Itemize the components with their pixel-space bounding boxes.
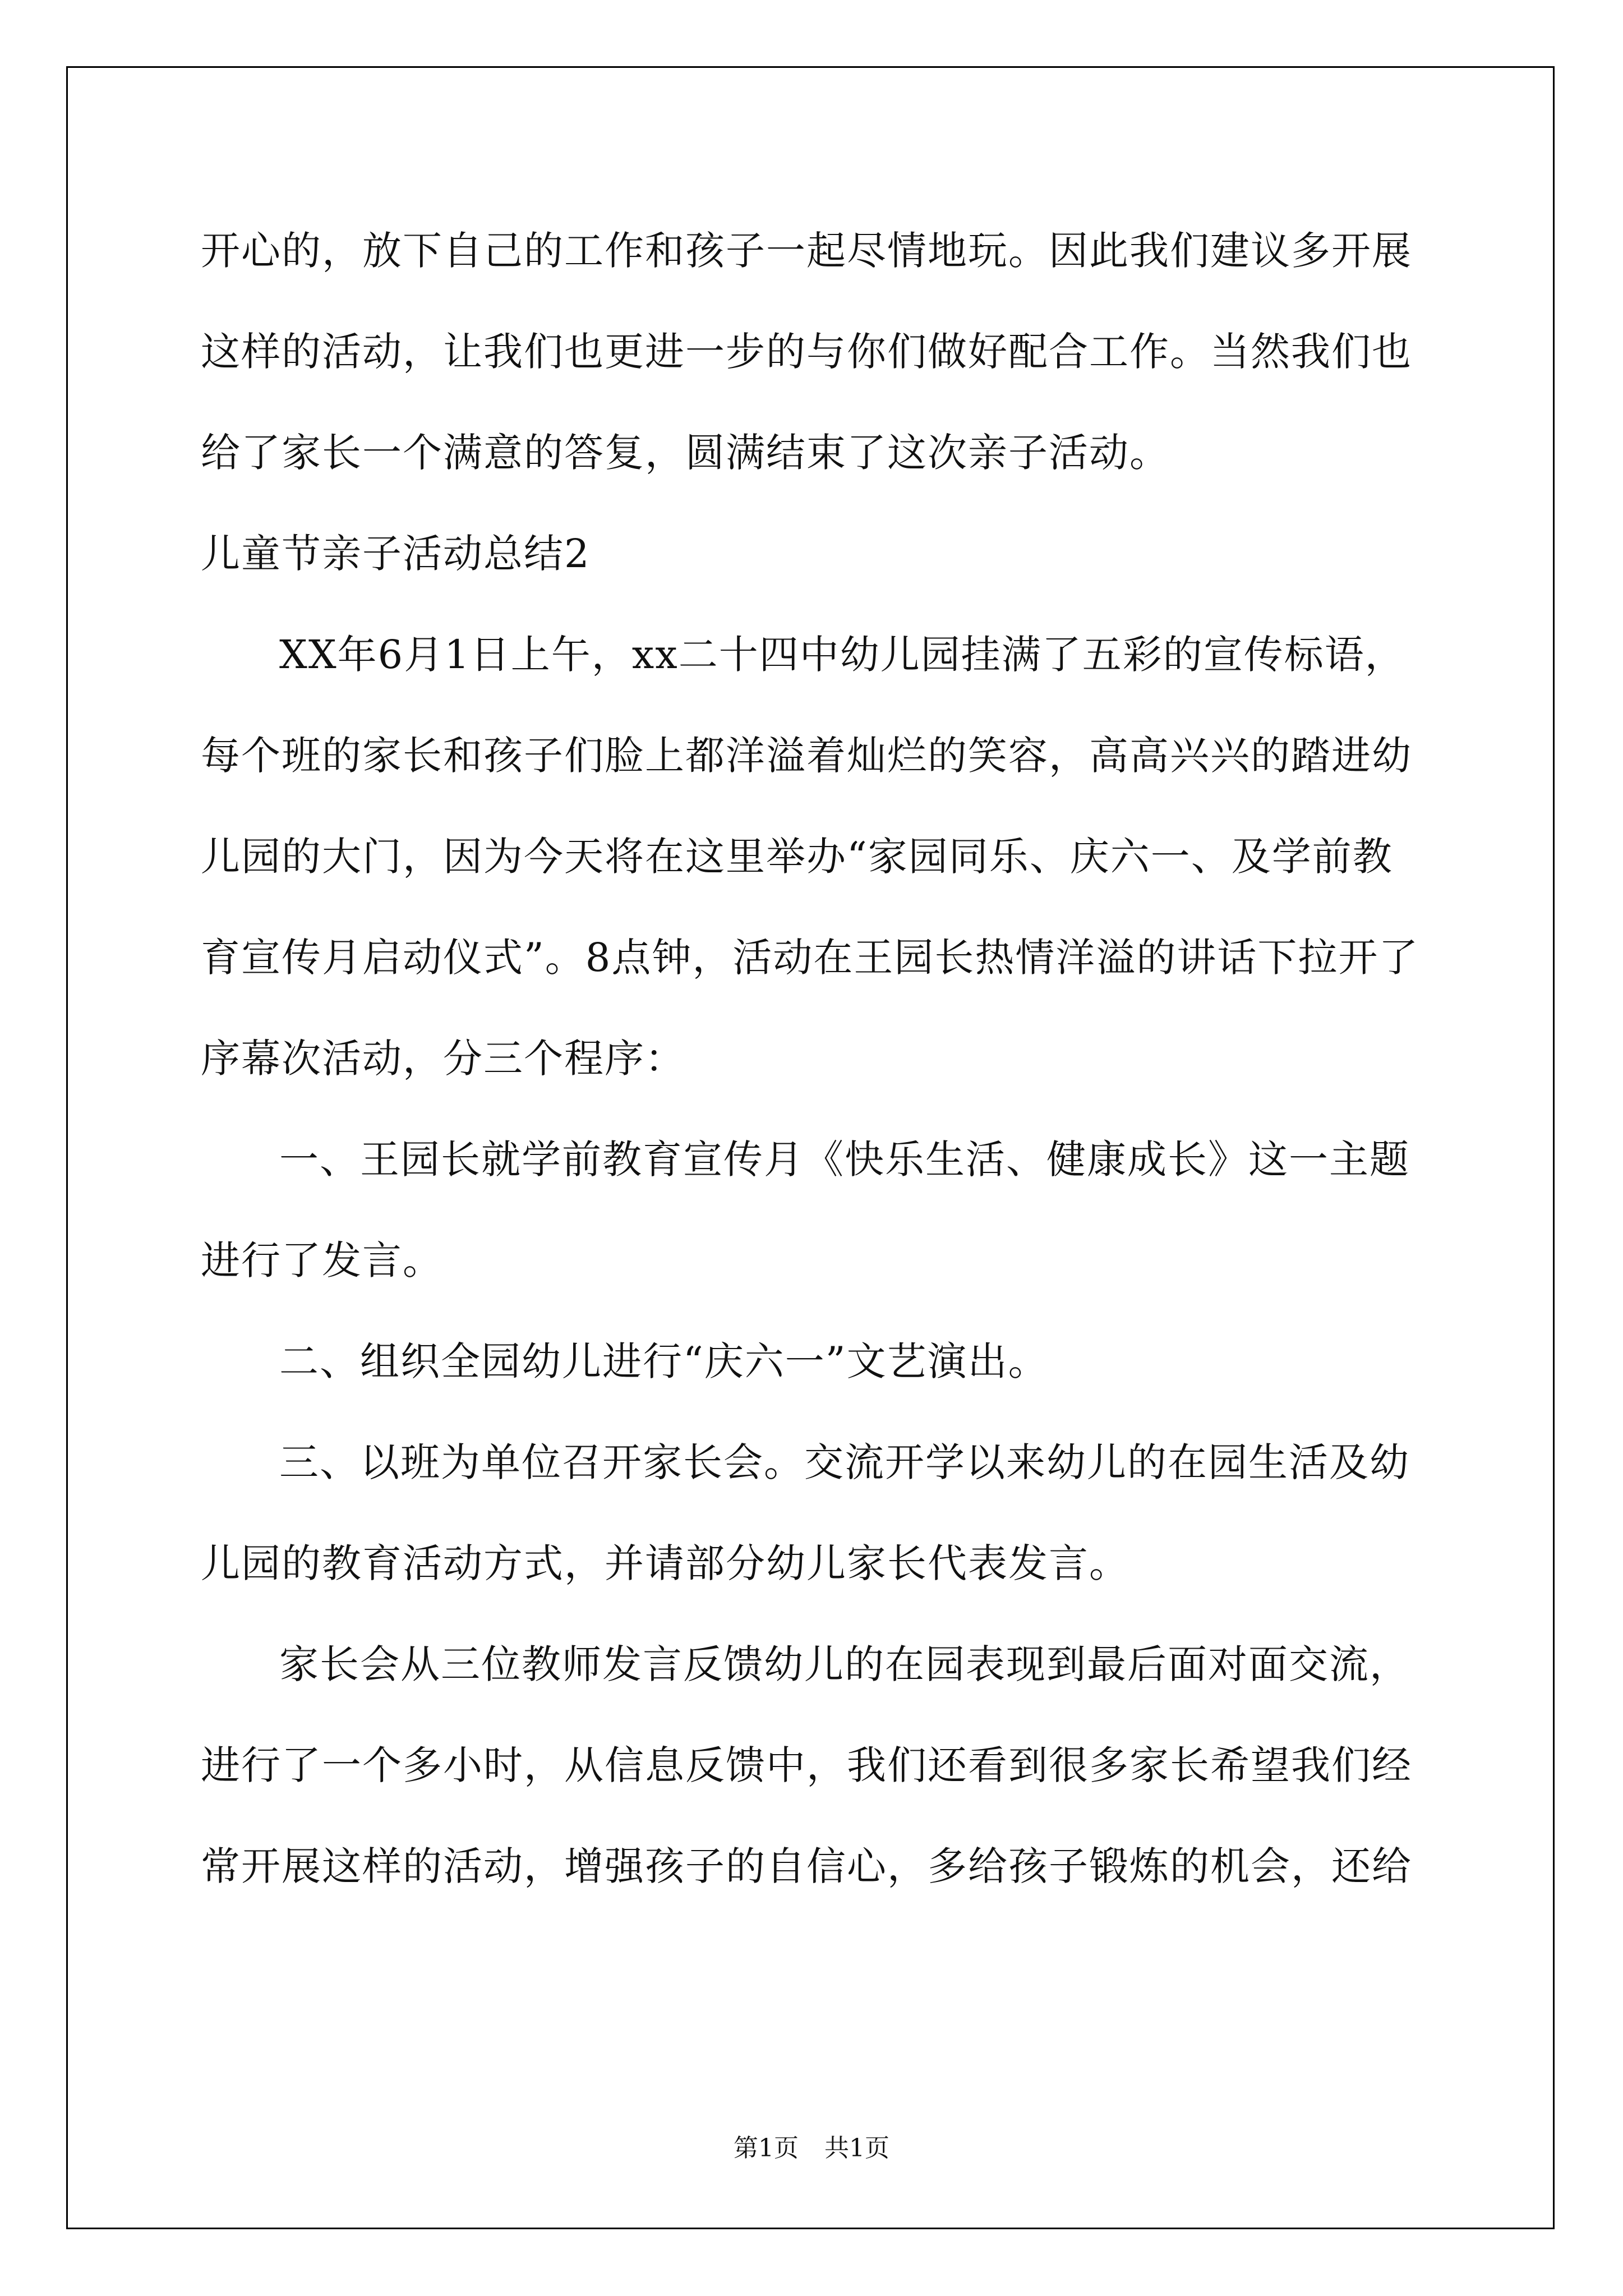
text-line: 育宣传月启动仪式”。8点钟，活动在王园长热情洋溢的讲话下拉开了 [201, 935, 1419, 981]
text-line: 儿园的教育活动方式，并请部分幼儿家长代表发言。 [201, 1540, 1129, 1586]
page-total: 共1页 [824, 2134, 889, 2162]
text-line: XX年6月1日上午，xx二十四中幼儿园挂满了五彩的宣传标语， [279, 632, 1405, 678]
text-line: 进行了一个多小时，从信息反馈中，我们还看到很多家长希望我们经 [201, 1742, 1412, 1788]
page-footer [0, 2132, 1623, 2165]
text-line: 给了家长一个满意的答复，圆满结束了这次亲子活动。 [201, 430, 1170, 476]
text-line: 这样的活动，让我们也更进一步的与你们做好配合工作。当然我们也 [201, 329, 1412, 375]
section-heading: 儿童节亲子活动总结2 [201, 531, 591, 577]
text-line: 常开展这样的活动，增强孩子的自信心，多给孩子锻炼的机会，还给 [201, 1843, 1412, 1889]
text-line: 二、组织全园幼儿进行“庆六一”文艺演出。 [279, 1338, 1049, 1384]
text-line: 家长会从三位教师发言反馈幼儿的在园表现到最后面对面交流， [279, 1641, 1410, 1687]
text-line: 每个班的家长和孩子们脸上都洋溢着灿烂的笑容，高高兴兴的踏进幼 [201, 733, 1412, 779]
text-line: 进行了发言。 [201, 1237, 443, 1283]
text-line: 儿园的大门，因为今天将在这里举办“家园同乐、庆六一、及学前教 [201, 834, 1393, 880]
text-line: 三、以班为单位召开家长会。交流开学以来幼儿的在园生活及幼 [279, 1439, 1410, 1485]
text-line: 开心的，放下自己的工作和孩子一起尽情地玩。因此我们建议多开展 [201, 228, 1412, 274]
text-line: 序幕次活动，分三个程序： [201, 1036, 685, 1082]
page-number: 第1页 [734, 2134, 799, 2162]
text-line: 一、王园长就学前教育宣传月《快乐生活、健康成长》这一主题 [279, 1137, 1410, 1182]
